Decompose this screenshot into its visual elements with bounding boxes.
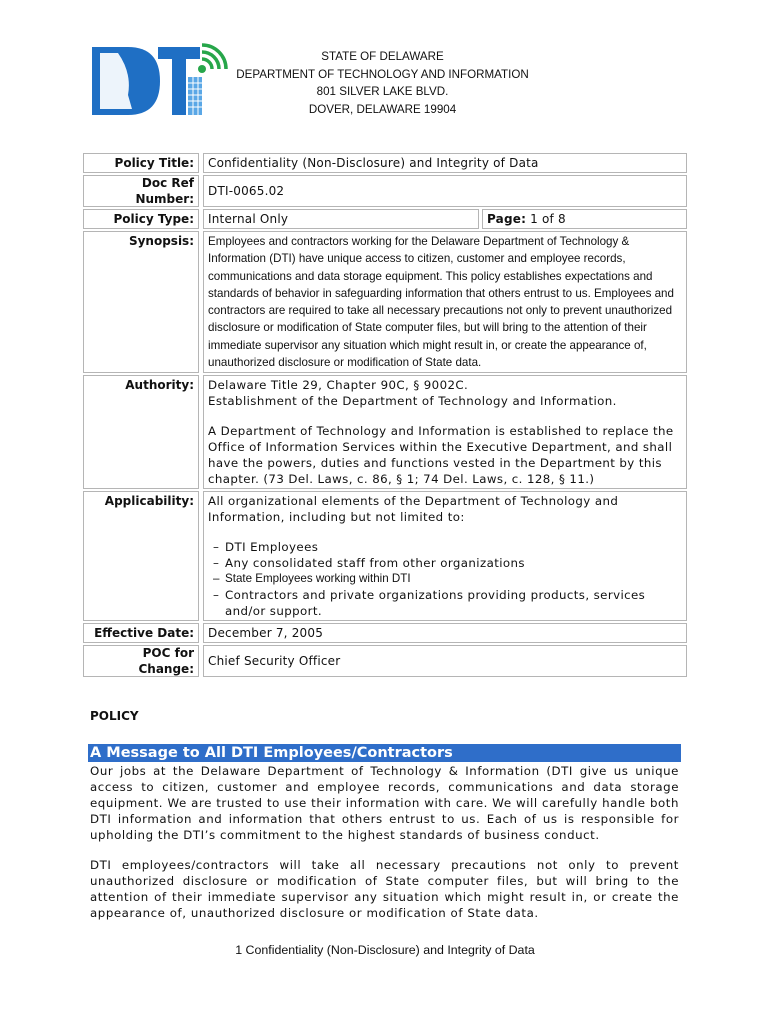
dash-bullet: – — [213, 540, 220, 555]
poc-label — [83, 645, 199, 677]
policy-title-label: Policy Title: — [83, 153, 199, 173]
synopsis-value: Employees and contractors working for the Delaware Department of Technology & Information (DTI) have unique access to citizen, customer and employee records, communications and data storage equipment. This policy establishes expectations and standards of behavior in safeguarding information that others entrust to us. Employees and contractors are required to take all necessary precautions not only to prevent unauthorized disclosure or modification of State computer files, but will bring to the attention of their immediate supervisor any situation which might result in, or create the appearance of, unauthorized disclosure or modification of State data. — [203, 231, 687, 373]
logo-signal-icon — [198, 45, 226, 73]
row-effective-date — [83, 622, 687, 644]
row-doc-ref — [83, 174, 687, 208]
row-synopsis — [83, 230, 687, 374]
authority-line-1: Delaware Title 29, Chapter 90C, § 9002C. — [208, 378, 469, 393]
applicability-value — [203, 491, 687, 621]
doc-ref-value: DTI-0065.02 — [203, 175, 687, 207]
dti-logo — [88, 43, 228, 119]
applicability-list — [208, 539, 682, 619]
message-paragraph-2: DTI employees/contractors will take all necessary precautions not only to prevent unauthorized disclosure or modification of State computer files, but will bring to the attention of their immediate supervisor any situation which might result in, or create the appearance of, unauthorized disclosure or modification of State data. — [90, 858, 679, 920]
list-item: – Any consolidated staff from other organizations — [213, 556, 525, 571]
dash-bullet: – — [213, 572, 220, 586]
section-banner: A Message to All DTI Employees/Contractors — [88, 744, 681, 762]
policy-type-split — [203, 208, 687, 230]
policy-heading: POLICY — [90, 709, 139, 723]
policy-title-value: Confidentiality (Non-Disclosure) and Integrity of Data — [203, 153, 687, 173]
message-paragraph-1: Our jobs at the Delaware Department of Technology & Information (DTI give us unique access to citizen, customer and employee records, communications and data storage equipment. We are trusted to use their information with care. We will carefully handle both DTI information and information that others entrust to us. Each of us is responsible for upholding the DTI’s commitment to the highest standards of business conduct. — [90, 764, 679, 842]
row-authority — [83, 374, 687, 490]
synopsis-label: Synopsis: — [83, 231, 199, 373]
row-policy-type — [83, 208, 687, 230]
effective-date-value: December 7, 2005 — [203, 623, 687, 643]
list-item: – DTI Employees — [213, 540, 319, 555]
row-poc — [83, 644, 687, 678]
dash-bullet: – — [213, 556, 220, 571]
poc-value: Chief Security Officer — [203, 645, 687, 677]
list-item: – State Employees working within DTI — [213, 572, 411, 586]
address-line: 801 SILVER LAKE BLVD. — [316, 85, 449, 98]
department-address — [230, 48, 535, 118]
authority-value — [203, 375, 687, 489]
policy-type-label: Policy Type: — [83, 209, 199, 229]
doc-ref-label — [83, 175, 199, 207]
policy-info-table — [83, 152, 687, 678]
applicability-label: Applicability: — [83, 491, 199, 621]
authority-paragraph: A Department of Technology and Information is established to replace the Office of Information Services within the Executive Department, and shall have the powers, duties and functions vested in the Department by this chapter. (73 Del. Laws, c. 86, § 1; 74 Del. Laws, c. 128, § 11.) — [208, 424, 674, 487]
row-policy-title — [83, 152, 687, 174]
logo-letter-t-bar — [158, 47, 200, 59]
policy-type-value: Internal Only — [203, 209, 479, 229]
doc-ref-label-line2: Number: — [135, 192, 194, 206]
page-number — [482, 209, 687, 229]
logo-letter-t-stem — [172, 59, 186, 115]
address-line: DOVER, DELAWARE 19904 — [308, 102, 457, 116]
page-footer: 1 Confidentiality (Non-Disclosure) and Integrity of Data — [235, 943, 535, 957]
poc-label-line1: POC for — [142, 646, 194, 661]
list-item: – Contractors and private organizations providing products, services and/or support. — [213, 588, 646, 619]
authority-line-2: Establishment of the Department of Technology and Information. — [208, 394, 617, 409]
doc-ref-label-line1: Doc Ref — [141, 176, 194, 190]
row-applicability — [83, 490, 687, 622]
page-value: 1 of 8 — [526, 212, 566, 226]
address-line: DEPARTMENT OF TECHNOLOGY AND INFORMATION — [236, 67, 529, 81]
applicability-intro: All organizational elements of the Department of Technology and Information, including but not limited to: — [208, 494, 619, 525]
logo-letter-i — [188, 77, 202, 115]
authority-label: Authority: — [83, 375, 199, 489]
address-line: STATE OF DELAWARE — [321, 50, 444, 63]
page-label: Page: — [487, 212, 527, 226]
poc-label-line2: Change: — [138, 662, 194, 677]
dash-bullet: – — [213, 588, 220, 603]
effective-date-label: Effective Date: — [83, 623, 199, 643]
